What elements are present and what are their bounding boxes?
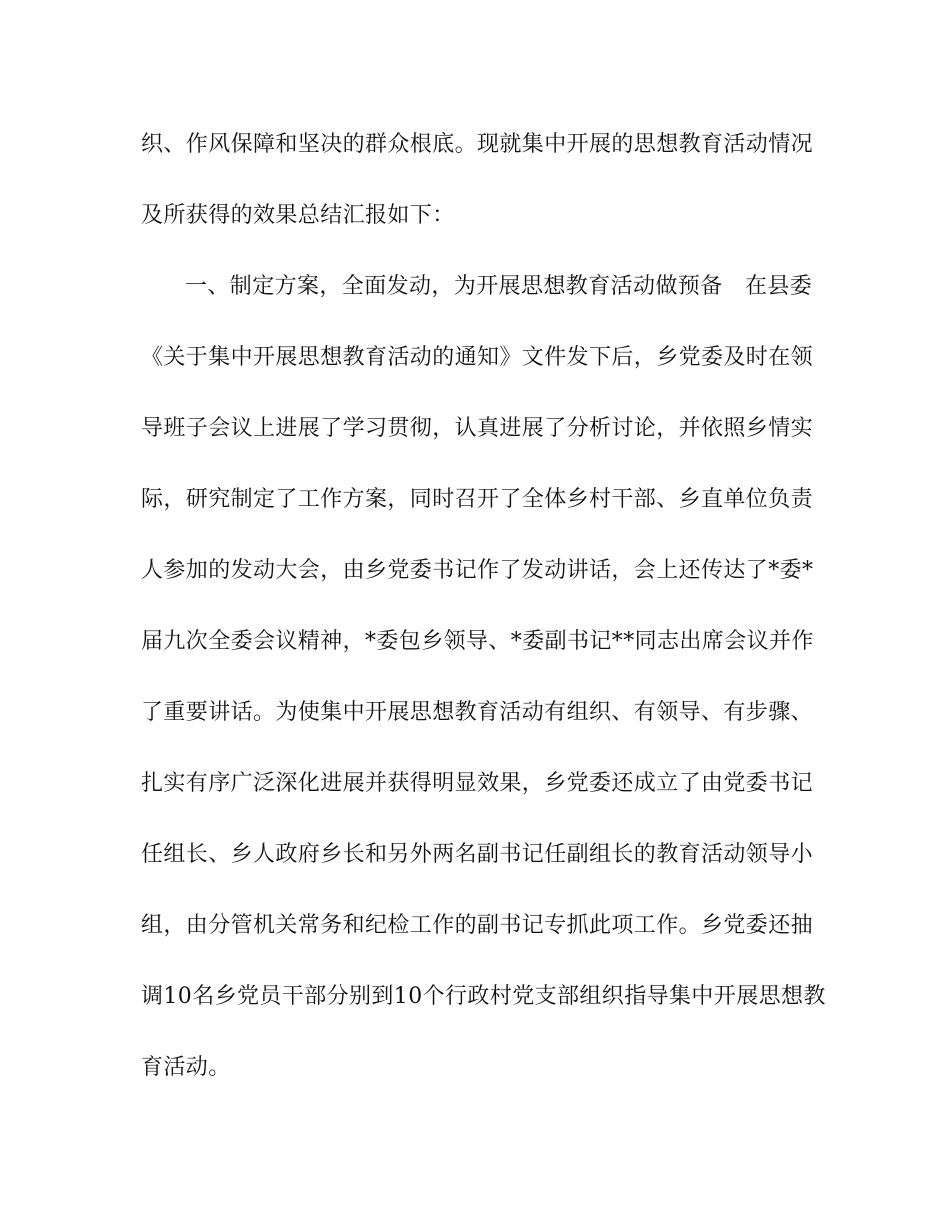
section-heading-line: 一、制定方案，全面发动，为开展思想教育活动做预备 在县委 (185, 274, 813, 299)
text-line: 育活动。 (141, 1055, 231, 1080)
text-line: 组，由分管机关常务和纪检工作的副书记专抓此项工作。乡党委还抽 (141, 913, 814, 938)
text-line: 任组长、乡人政府乡长和另外两名副书记任副组长的教育活动领导小 (141, 842, 814, 867)
text-line: 了重要讲话。为使集中开展思想教育活动有组织、有领导、有步骤、 (141, 700, 814, 725)
text-line: 导班子会议上进展了学习贯彻，认真进展了分析讨论，并依照乡情实 (141, 416, 814, 441)
text-line: 调10名乡党员干部分别到10个行政村党支部组织指导集中开展思想教 (141, 984, 826, 1009)
text-line: 际，研究制定了工作方案，同时召开了全体乡村干部、乡直单位负责 (141, 487, 814, 512)
text-line: 人参加的发动大会，由乡党委书记作了发动讲话，会上还传达了*委* (141, 558, 814, 583)
text-line: 及所获得的效果总结汇报如下： (141, 203, 455, 228)
text-line: 扎实有序广泛深化进展并获得明显效果，乡党委还成立了由党委书记 (141, 771, 814, 796)
text-line: 届九次全委会议精神，*委包乡领导、*委副书记**同志出席会议并作 (141, 629, 814, 654)
text-line: 《关于集中开展思想教育活动的通知》文件发下后，乡党委及时在领 (141, 345, 814, 370)
text-line: 织、作风保障和坚决的群众根底。现就集中开展的思想教育活动情况 (141, 132, 814, 157)
